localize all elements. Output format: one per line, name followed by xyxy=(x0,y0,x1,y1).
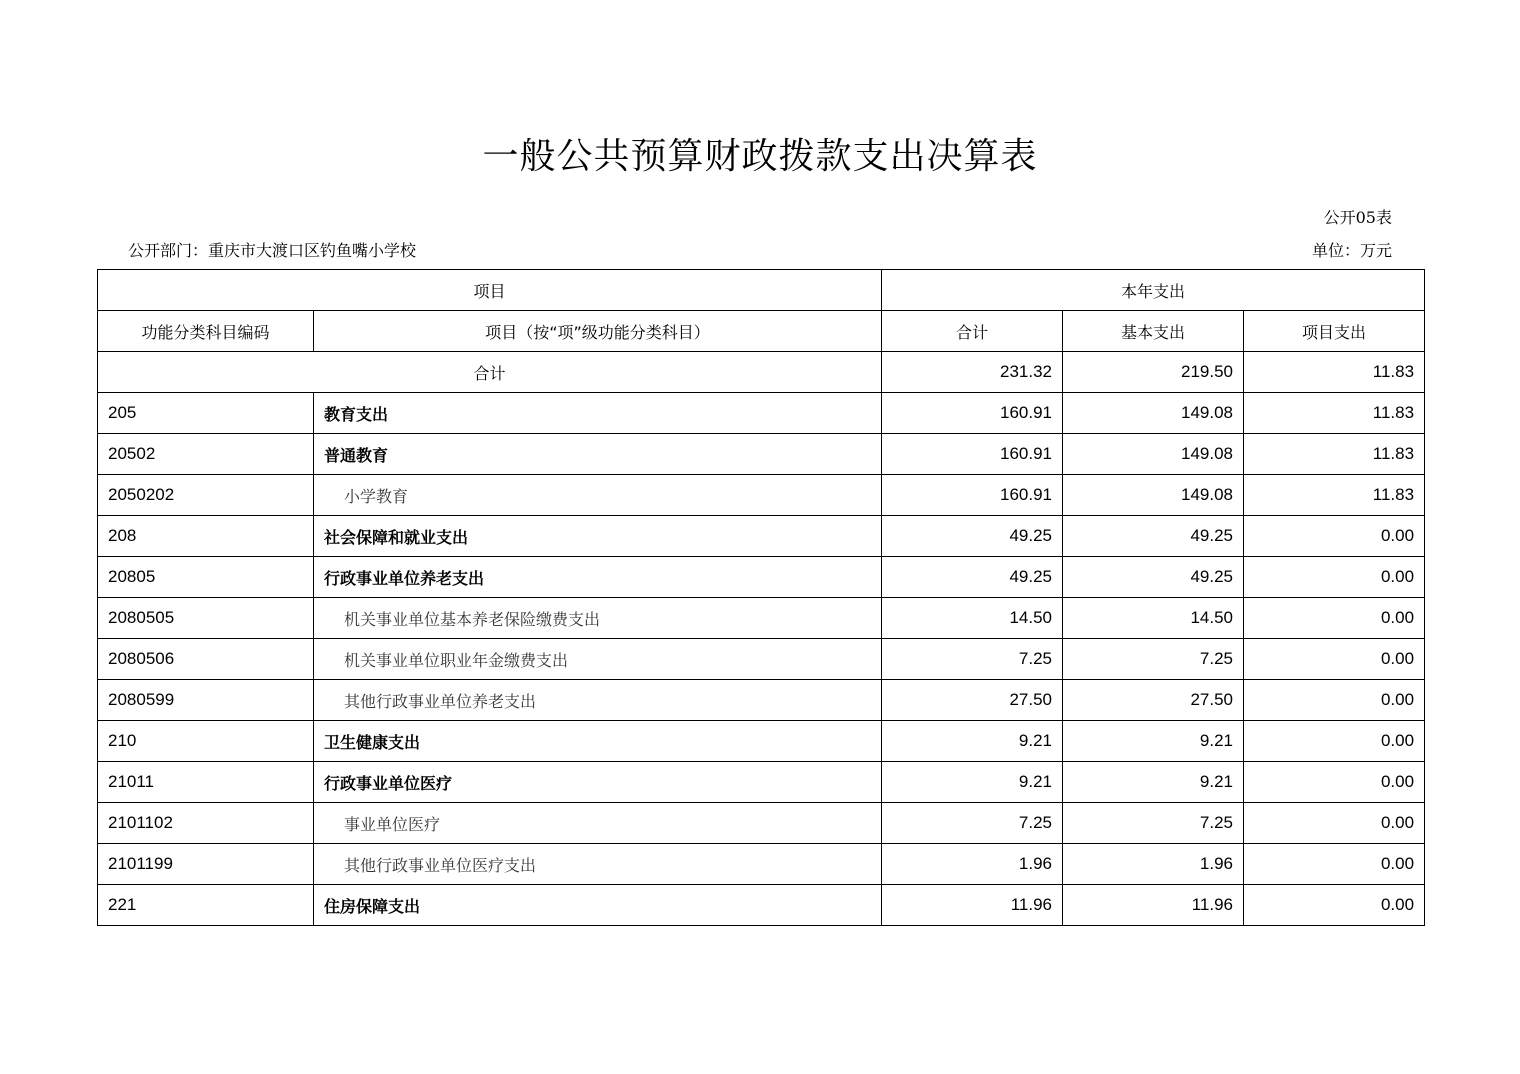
row-code: 208 xyxy=(98,516,314,557)
table-row xyxy=(98,803,1425,844)
row-basic: 1.96 xyxy=(1063,844,1244,885)
row-total: 160.91 xyxy=(882,393,1063,434)
row-basic: 7.25 xyxy=(1063,639,1244,680)
row-total: 160.91 xyxy=(882,475,1063,516)
table-row xyxy=(98,680,1425,721)
row-total: 49.25 xyxy=(882,557,1063,598)
total-amount: 231.32 xyxy=(882,352,1063,393)
row-code: 2080599 xyxy=(98,680,314,721)
row-code: 2101102 xyxy=(98,803,314,844)
row-project: 11.83 xyxy=(1244,393,1425,434)
row-total: 160.91 xyxy=(882,434,1063,475)
table-number: 公开05表 xyxy=(1323,208,1392,227)
row-code: 210 xyxy=(98,721,314,762)
header-current-year: 本年支出 xyxy=(882,270,1425,311)
total-row xyxy=(98,352,1425,393)
header-code: 功能分类科目编码 xyxy=(98,311,314,352)
row-basic: 14.50 xyxy=(1063,598,1244,639)
row-project: 0.00 xyxy=(1244,680,1425,721)
row-name: 其他行政事业单位养老支出 xyxy=(314,680,882,721)
header-total: 合计 xyxy=(882,311,1063,352)
row-basic: 149.08 xyxy=(1063,393,1244,434)
row-total: 49.25 xyxy=(882,516,1063,557)
row-basic: 9.21 xyxy=(1063,762,1244,803)
row-basic: 9.21 xyxy=(1063,721,1244,762)
row-name: 社会保障和就业支出 xyxy=(314,516,882,557)
row-total: 27.50 xyxy=(882,680,1063,721)
row-code: 2050202 xyxy=(98,475,314,516)
row-total: 14.50 xyxy=(882,598,1063,639)
row-project: 0.00 xyxy=(1244,885,1425,926)
row-name: 住房保障支出 xyxy=(314,885,882,926)
row-project: 0.00 xyxy=(1244,598,1425,639)
row-basic: 49.25 xyxy=(1063,516,1244,557)
row-name: 卫生健康支出 xyxy=(314,721,882,762)
row-total: 11.96 xyxy=(882,885,1063,926)
row-basic: 49.25 xyxy=(1063,557,1244,598)
row-project: 0.00 xyxy=(1244,639,1425,680)
table-row xyxy=(98,721,1425,762)
header-row-2 xyxy=(98,311,1425,352)
total-project: 11.83 xyxy=(1244,352,1425,393)
row-project: 0.00 xyxy=(1244,803,1425,844)
row-code: 2080505 xyxy=(98,598,314,639)
row-code: 20805 xyxy=(98,557,314,598)
table-row xyxy=(98,434,1425,475)
department-label: 公开部门：重庆市大渡口区钓鱼嘴小学校 xyxy=(128,241,417,260)
row-name: 事业单位医疗 xyxy=(314,803,882,844)
row-project: 0.00 xyxy=(1244,516,1425,557)
row-project: 0.00 xyxy=(1244,762,1425,803)
row-basic: 7.25 xyxy=(1063,803,1244,844)
header-row-1 xyxy=(98,270,1425,311)
row-name: 行政事业单位养老支出 xyxy=(314,557,882,598)
row-project: 11.83 xyxy=(1244,475,1425,516)
row-name: 小学教育 xyxy=(314,475,882,516)
total-label: 合计 xyxy=(98,352,882,393)
row-project: 0.00 xyxy=(1244,721,1425,762)
table-row xyxy=(98,598,1425,639)
row-total: 1.96 xyxy=(882,844,1063,885)
row-basic: 149.08 xyxy=(1063,434,1244,475)
table-row xyxy=(98,639,1425,680)
row-code: 2101199 xyxy=(98,844,314,885)
row-total: 7.25 xyxy=(882,639,1063,680)
row-code: 205 xyxy=(98,393,314,434)
row-code: 21011 xyxy=(98,762,314,803)
header-project: 项目 xyxy=(98,270,882,311)
row-project: 11.83 xyxy=(1244,434,1425,475)
table-row xyxy=(98,557,1425,598)
row-basic: 149.08 xyxy=(1063,475,1244,516)
row-total: 9.21 xyxy=(882,721,1063,762)
row-name: 行政事业单位医疗 xyxy=(314,762,882,803)
row-name: 机关事业单位职业年金缴费支出 xyxy=(314,639,882,680)
unit-label: 单位：万元 xyxy=(1311,241,1392,260)
row-project: 0.00 xyxy=(1244,844,1425,885)
row-code: 2080506 xyxy=(98,639,314,680)
table-row xyxy=(98,475,1425,516)
table-row xyxy=(98,762,1425,803)
header-item: 项目（按“项”级功能分类科目） xyxy=(314,311,882,352)
row-total: 7.25 xyxy=(882,803,1063,844)
total-basic: 219.50 xyxy=(1063,352,1244,393)
row-code: 221 xyxy=(98,885,314,926)
table-row xyxy=(98,516,1425,557)
row-name: 普通教育 xyxy=(314,434,882,475)
header-basic: 基本支出 xyxy=(1063,311,1244,352)
row-name: 其他行政事业单位医疗支出 xyxy=(314,844,882,885)
row-code: 20502 xyxy=(98,434,314,475)
row-basic: 11.96 xyxy=(1063,885,1244,926)
row-total: 9.21 xyxy=(882,762,1063,803)
row-name: 教育支出 xyxy=(314,393,882,434)
row-name: 机关事业单位基本养老保险缴费支出 xyxy=(314,598,882,639)
table-row xyxy=(98,844,1425,885)
table-row xyxy=(98,885,1425,926)
row-basic: 27.50 xyxy=(1063,680,1244,721)
page-title: 一般公共预算财政拨款支出决算表 xyxy=(482,136,1038,177)
table-row xyxy=(98,393,1425,434)
header-project-expense: 项目支出 xyxy=(1244,311,1425,352)
row-project: 0.00 xyxy=(1244,557,1425,598)
budget-table xyxy=(97,269,1425,926)
